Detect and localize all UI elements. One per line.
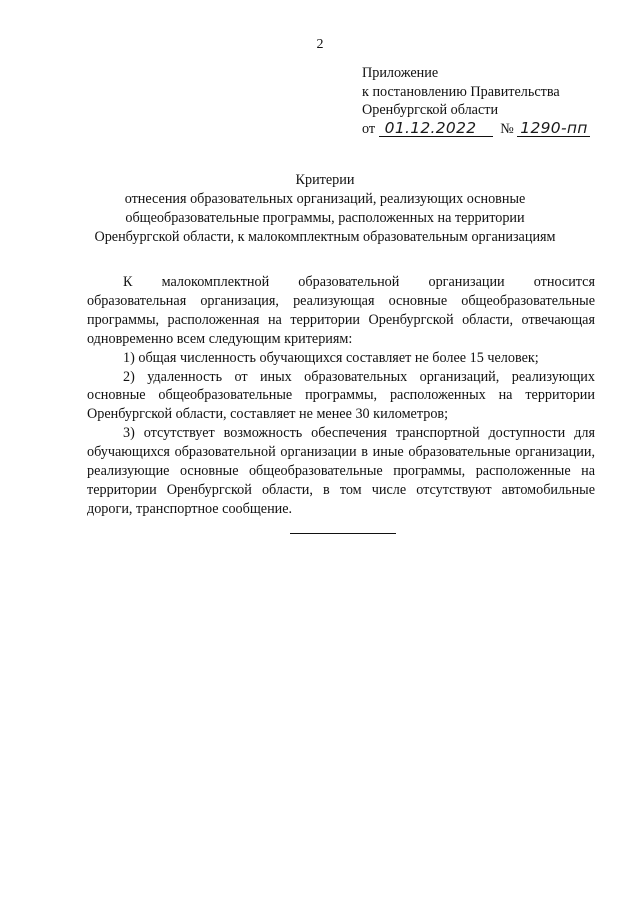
title-line-3: Оренбургской области, к малокомплектным образовательным организациям xyxy=(94,229,556,245)
title-line-2: общеобразовательные программы, расположенных на территории xyxy=(125,210,525,226)
handwritten-date: 01.12.2022 xyxy=(379,121,493,137)
document-title xyxy=(60,171,590,247)
criterion-2: 2) удаленность от иных образовательных организаций, реализующих основные общеобразовательные программы, расположенных на территории Оренбургской области, составляет не менее 30 километров; xyxy=(87,368,595,423)
page-number: 2 xyxy=(316,37,324,52)
date-prefix: от xyxy=(362,120,376,137)
appendix-resolution-ref: к постановлению Правительства xyxy=(362,83,560,100)
criterion-3: 3) отсутствует возможность обеспечения транспортной доступности для обучающихся образовательной организации в иные образовательные организации, реализующие основные общеобразовательные программы, расположенные на территории Оренбургской области, в том числе отсутствуют автомобильные дороги, транспортное сообщение. xyxy=(87,425,595,517)
appendix-date-number-line xyxy=(362,120,590,139)
appendix-header xyxy=(362,64,590,138)
title-heading: Критерии xyxy=(295,172,355,188)
title-line-1: отнесения образовательных организаций, реализующих основные xyxy=(124,191,526,207)
number-prefix: № xyxy=(500,120,514,137)
document-body xyxy=(87,273,595,519)
appendix-region: Оренбургской области xyxy=(362,102,499,118)
end-separator-line xyxy=(290,533,396,534)
criterion-1: 1) общая численность обучающихся составляет не более 15 человек; xyxy=(123,349,539,366)
intro-paragraph: К малокомплектной образовательной организации относится образовательная организация, реализующая основные общеобразовательные программы, расположенная на территории Оренбургской области, отвечающая одновременно всем следующим критериям: xyxy=(87,274,595,347)
appendix-title: Приложение xyxy=(362,65,439,81)
handwritten-number: 1290-пп xyxy=(517,121,590,137)
